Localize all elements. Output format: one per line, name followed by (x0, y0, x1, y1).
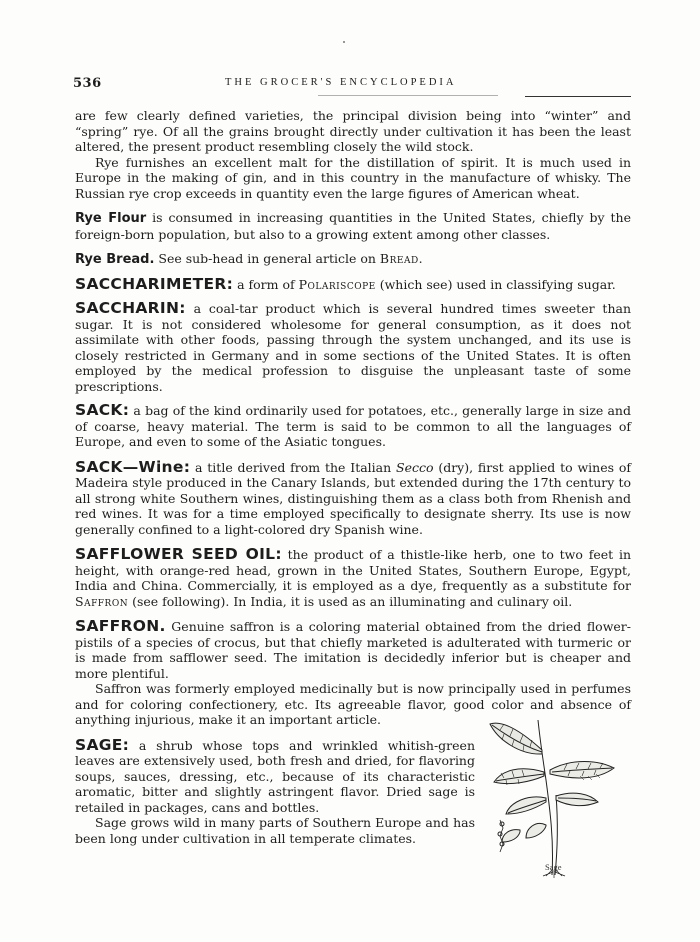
entry-sage-block (75, 735, 631, 847)
headword: SACK—Wine: (75, 457, 191, 476)
headword: Rye Bread. (75, 252, 155, 267)
headword: SACK: (75, 401, 130, 419)
page-header (73, 76, 631, 96)
illustration-caption: Sage (545, 862, 562, 872)
headword: Rye Flour (75, 211, 147, 226)
entry-saccharin (75, 301, 631, 394)
headword: SAFFRON. (75, 617, 166, 635)
rye-malt-paragraph: Rye furnishes an excellent malt for the distillation of spirit. It is much used in Europe in the making of gin, and in this country in the manufacture of whisky. The Russian rye crop exceeds in quantity even the large figures of American wheat. (75, 154, 631, 201)
entry-sack-wine (75, 457, 632, 538)
headword: SACCHARIMETER: (75, 274, 234, 293)
headword: SACCHARIN: (75, 299, 186, 317)
headword: SAFFLOWER SEED OIL: (75, 545, 282, 563)
entry-saccharimeter (75, 274, 631, 293)
print-speck (343, 41, 345, 43)
entry-text: a coal-tar product which is several hundred times sweeter than sugar. It is not considered wholesome for general consumption, as it does not assimilate with other foods, passing through the system unchanged, and its use is closely restricted in Germany and in some sections of the United States. It is often employed by the medical profession to disguise the unpleasant taste of some prescriptions. (75, 301, 631, 394)
entry-text: is consumed in increasing quantities in the United States, chiefly by the foreign-born population, but also to a growing extent among other classes. (75, 210, 631, 242)
cross-reference: Saffron (75, 593, 129, 609)
entry-text: a bag of the kind ordinarily used for potatoes, etc., generally large in size and of coarse, heavy material. The term is said to be common to all the languages of Europe, and even to some of the Asiatic tongues. (75, 403, 631, 449)
saffron-paragraph-2: Saffron was formerly employed medicinally but is now principally used in perfumes and for coloring confectionery, etc. Its agreeable flavor, good color and absence of anything injurious, make it an important article. (75, 681, 631, 727)
entry-text-end: (dry), first applied to wines of Madeira style produced in the Canary Islands, but extended during the 17th century to all strong white Southern wines, distinguishing them as a class both from Rhenish and red wines. It was for a time employed specifically to designate sherry. Its use is now generally confined to a light-colored dry Spanish wine. (75, 459, 632, 537)
header-rule-faint (318, 95, 498, 96)
entry-text: a form of (233, 276, 299, 292)
header-rule (525, 96, 631, 97)
entry-text-end: . (418, 251, 423, 266)
entry-text-end: (which see) used in classifying sugar. (375, 276, 616, 292)
cross-reference: Polariscope (298, 276, 376, 292)
entry-text: a title derived from the Italian (190, 459, 396, 475)
sage-paragraph-2: Sage grows wild in many parts of Southern Europe and has been long under cultivation in all temperate climates. (75, 815, 475, 846)
entry-text: a shrub whose tops and wrinkled whitish-green leaves are extensively used, both fresh and dried, for flavoring soups, sauces, dressing, etc., because of its characteristic aromatic, bitter and slightly astringent flavor. Dried sage is retailed in packages, cans and bottles. (75, 737, 475, 815)
page-body (75, 108, 631, 846)
entry-safflower-seed-oil (75, 547, 631, 609)
entry-saffron (75, 619, 631, 681)
entry-text-end: (see following). In India, it is used as an illuminating and culinary oil. (128, 593, 573, 609)
entry-sack (75, 403, 631, 450)
page-number: 536 (73, 76, 102, 91)
sage-plant-illustration (480, 710, 640, 880)
entry-text: See sub-head in general article on (154, 251, 380, 266)
entry-rye-bread (75, 251, 631, 268)
italic-term: Secco (396, 459, 434, 475)
rye-continued-paragraph: are few clearly defined varieties, the principal division being into “winter” and “spring” rye. Of all the grains brought directly under cultivation it has been the least altered, the present product resembling closely the wild stock. (75, 108, 631, 154)
entry-text: Genuine saffron is a coloring material obtained from the dried flower-pistils of a species of crocus, but that chiefly marketed is adulterated with turmeric or is made from safflower seed. The imitation is decidedly inferior but is cheaper and more plentiful. (75, 619, 631, 681)
entry-sage (75, 735, 475, 816)
entry-rye-flour (75, 210, 631, 242)
entry-text: the product of a thistle-like herb, one to two feet in height, with orange-red head, grown in the United States, Southern Europe, Egypt, India and China. Commercially, it is employed as a dye, frequently as a substitute for (75, 547, 631, 593)
cross-reference: Bread (379, 251, 419, 266)
headword: SAGE: (75, 735, 130, 754)
running-title: THE GROCER'S ENCYCLOPEDIA (225, 77, 457, 88)
